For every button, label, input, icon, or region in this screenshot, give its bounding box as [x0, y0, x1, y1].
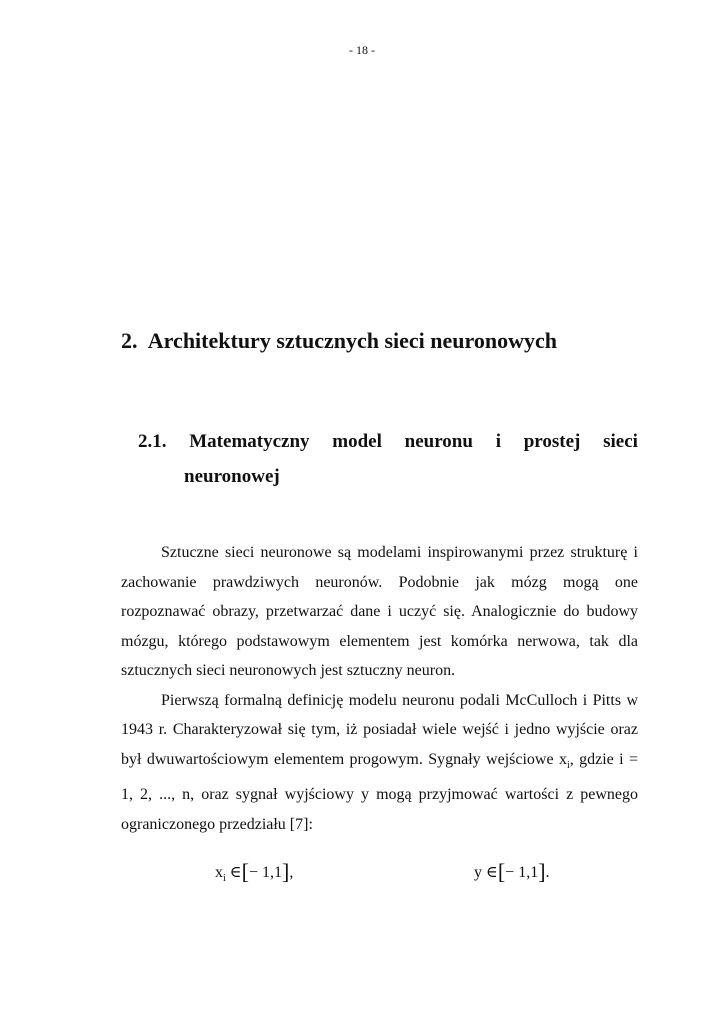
body-text	[121, 538, 638, 839]
section-title-word: sieci	[603, 431, 638, 452]
section-title-line1	[138, 424, 638, 459]
paragraph-2-text-b: , gdzie i = 1, 2, ..., n, oraz sygnał wyjściowy y mogą przyjmować wartości z pewnego ograniczonego przedziału [7]:	[121, 750, 638, 833]
eq-left-trail: ,	[289, 864, 294, 881]
eq-right-trail: .	[545, 864, 550, 881]
eq-left-close: ]	[281, 859, 290, 884]
section-title-word: model	[332, 431, 382, 452]
eq-left-elem: ∈	[225, 864, 242, 881]
eq-right-close: ]	[538, 859, 546, 884]
paragraph-1: Sztuczne sieci neuronowe są modelami inspirowanymi przez strukturę i zachowanie prawdziwych neuronów. Podobnie jak mózg mogą one rozpoznawać obrazy, przetwarzać dane i uczyć się. Analogicznie do budowy mózgu, którego podstawowym elementem jest komórka nerwowa, tak dla sztucznych sieci neuronowych jest sztuczny neuron.	[121, 544, 638, 679]
equation-left	[215, 859, 294, 884]
chapter-title-text: Architektury sztucznych sieci neuronowych	[147, 328, 558, 353]
section-number: 2.1.	[138, 431, 167, 452]
eq-right-interval: − 1,1	[505, 864, 539, 881]
paragraph-2-text-a: Pierwszą formalną definicję modelu neuronu podali McCulloch i Pitts w 1943 r. Charakteryzował się tym, iż posiadał wiele wejść i jedno wyjście oraz był dwuwartościowym elementem progowym. Sygnały wejściowe x	[121, 691, 638, 768]
eq-right-open: [	[497, 859, 506, 884]
section-title-word: Matematyczny	[189, 431, 310, 452]
section-title-word: i	[495, 431, 501, 452]
eq-left-var: x	[215, 864, 223, 881]
section-title-word: prostej	[523, 431, 581, 452]
section-title-line2: neuronowej	[184, 466, 280, 487]
eq-left-interval: − 1,1	[248, 864, 282, 881]
paragraph-2	[121, 686, 638, 840]
equation-right	[474, 859, 550, 884]
subscript-i: i	[566, 759, 570, 771]
section-title	[138, 424, 638, 494]
chapter-title	[121, 328, 557, 354]
chapter-number: 2.	[121, 328, 138, 353]
eq-left-open: [	[241, 859, 249, 884]
section-title-word: neuronu	[404, 431, 473, 452]
page-number: - 18 -	[349, 43, 375, 57]
eq-right-var: y	[474, 864, 482, 881]
eq-left-sub: i	[223, 873, 226, 884]
equation-row	[0, 859, 724, 892]
eq-right-elem: ∈	[482, 864, 498, 881]
